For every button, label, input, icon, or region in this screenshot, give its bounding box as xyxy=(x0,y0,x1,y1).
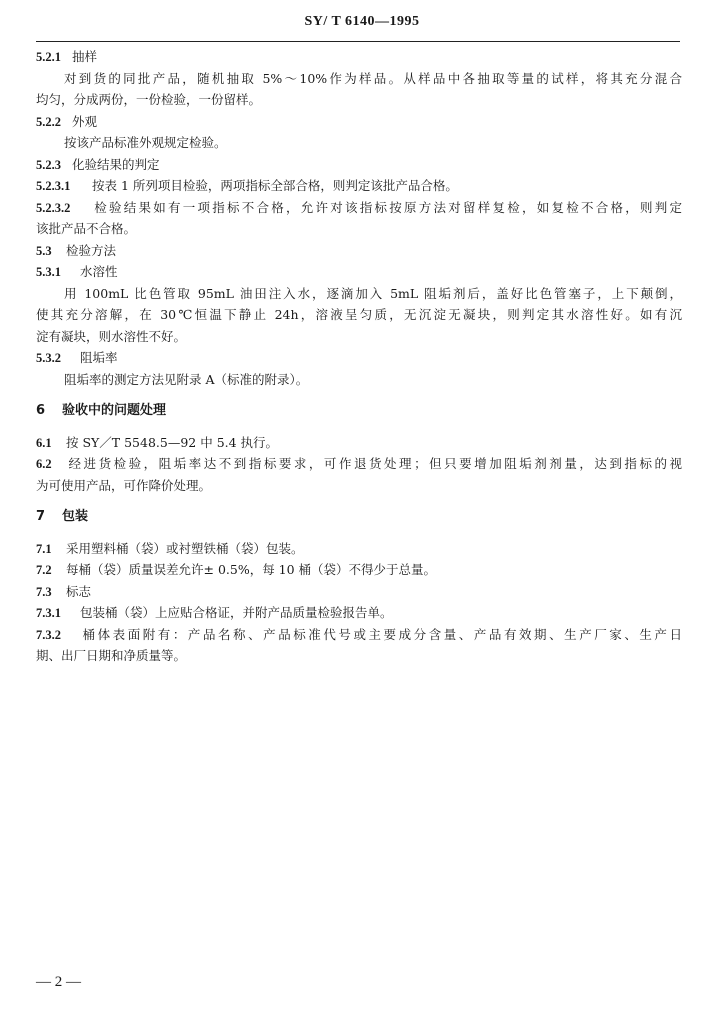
paragraph-line: 均匀，分成两份，一份检验，一份留样。 xyxy=(36,92,262,107)
clause-number: 5.2.3 xyxy=(36,157,61,172)
section-title: 包装 xyxy=(62,509,89,524)
clause-title: 阻垢率 xyxy=(80,350,118,365)
page-number: — 2 — xyxy=(36,974,81,990)
clause-title: 外观 xyxy=(72,113,98,129)
clause-7-3-2 xyxy=(36,624,682,646)
page-header: SY/ T 6140—1995 xyxy=(304,14,420,29)
section-number: 6 xyxy=(36,403,46,418)
section-title: 验收中的问题处理 xyxy=(62,403,167,418)
clause-6-2 xyxy=(36,453,682,475)
header-rule xyxy=(36,41,680,42)
paragraph-line: 期、出厂日期和净质量等。 xyxy=(36,648,187,663)
clause-title: 检验方法 xyxy=(66,242,117,258)
clause-number: 5.2.3.1 xyxy=(36,179,71,193)
paragraph-line: 为可使用产品，可作降价处理。 xyxy=(36,477,212,493)
clause-5-2-3-1 xyxy=(36,175,682,197)
section-number: 7 xyxy=(36,509,46,524)
clause-number: 5.3.1 xyxy=(36,265,61,279)
clause-text: 检验结果如有一项指标不合格，允许对该指标按原方法对留样复检，如复检不合格，则判定 xyxy=(92,199,682,215)
clause-number: 5.3 xyxy=(36,243,52,258)
clause-number: 6.1 xyxy=(36,435,52,450)
clause-number: 5.2.1 xyxy=(36,50,61,64)
clause-text: 经进货检验，阻垢率达不到指标要求，可作退货处理；但只要增加阻垢剂剂量，达到指标的视 xyxy=(66,456,682,471)
clause-5-2-1-heading xyxy=(36,46,682,68)
section-6-heading xyxy=(36,400,682,422)
document-body xyxy=(36,46,682,667)
clause-number: 7.2 xyxy=(36,563,52,577)
clause-text: 按 SY／T 5548.5—92 中 5.4 执行。 xyxy=(66,434,279,450)
clause-6-1 xyxy=(36,432,682,454)
paragraph-line: 阻垢率的测定方法见附录 A（标准的附录）。 xyxy=(64,371,309,387)
clause-5-2-3-2 xyxy=(36,197,682,219)
clause-7-3-1 xyxy=(36,602,682,624)
paragraph-line: 该批产品不合格。 xyxy=(36,221,137,236)
clause-5-3-heading xyxy=(36,240,682,262)
clause-text: 采用塑料桶（袋）或衬塑铁桶（袋）包装。 xyxy=(66,540,304,556)
clause-text: 包装桶（袋）上应贴合格证，并附产品质量检验报告单。 xyxy=(80,605,393,620)
paragraph-line: 使其充分溶解，在 30℃恒温下静止 24h，溶液呈匀质，无沉淀无凝块，则判定其水溶性好。如有沉 xyxy=(36,307,682,322)
clause-number: 7.3 xyxy=(36,584,52,599)
section-7-heading xyxy=(36,506,682,528)
clause-number: 6.2 xyxy=(36,457,52,471)
clause-title: 水溶性 xyxy=(80,264,118,279)
paragraph-line: 淀有凝块，则水溶性不好。 xyxy=(36,328,187,344)
clause-5-2-2-heading xyxy=(36,111,682,133)
clause-number: 7.3.1 xyxy=(36,606,61,620)
clause-title: 抽样 xyxy=(72,49,98,64)
clause-text: 桶体表面附有：产品名称、产品标准代号或主要成分含量、产品有效期、生产厂家、生产日 xyxy=(80,626,682,642)
clause-number: 5.2.2 xyxy=(36,114,61,129)
clause-7-1 xyxy=(36,538,682,560)
clause-number: 7.1 xyxy=(36,541,52,556)
clause-title: 标志 xyxy=(66,583,92,599)
clause-text: 按表 1 所列项目检验，两项指标全部合格，则判定该批产品合格。 xyxy=(92,178,458,193)
paragraph-line: 用 100mL 比色管取 95mL 油田注入水，逐滴加入 5mL 阻垢剂后，盖好比色管塞子，上下颠倒， xyxy=(64,285,682,301)
clause-7-2 xyxy=(36,559,682,581)
paragraph-line: 对到货的同批产品，随机抽取 5%～10%作为样品。从样品中各抽取等量的试样，将其充分混合 xyxy=(64,70,682,86)
paragraph-line: 按该产品标准外观规定检验。 xyxy=(64,135,227,150)
clause-text: 每桶（袋）质量误差允许± 0.5%，每 10 桶（袋）不得少于总量。 xyxy=(66,562,437,577)
clause-5-3-2-heading xyxy=(36,347,682,369)
clause-5-3-1-heading xyxy=(36,261,682,283)
clause-number: 7.3.2 xyxy=(36,627,61,642)
clause-7-3-heading xyxy=(36,581,682,603)
clause-number: 5.3.2 xyxy=(36,351,61,365)
clause-number: 5.2.3.2 xyxy=(36,200,71,215)
clause-5-2-3-heading xyxy=(36,154,682,176)
clause-title: 化验结果的判定 xyxy=(72,156,160,172)
